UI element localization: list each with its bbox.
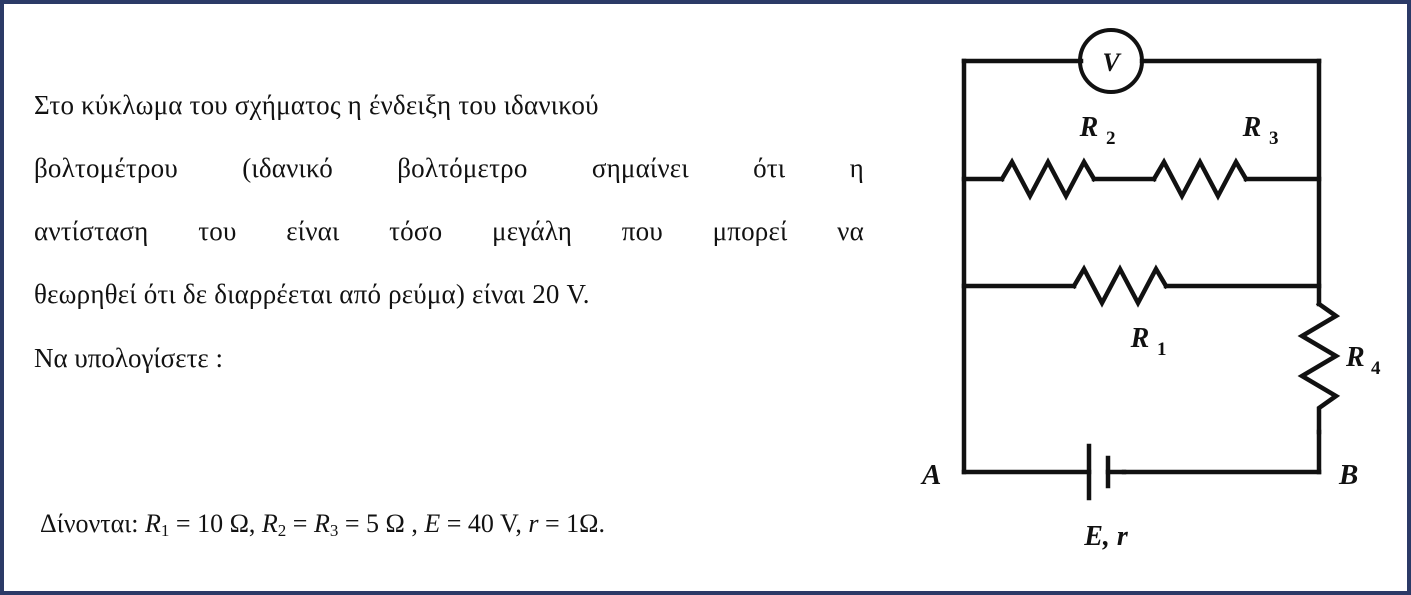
- statement-line-1: Στο κύκλωμα του σχήματος η ένδειξη του ιδανικού: [34, 90, 599, 120]
- given-value-r3: = 5 Ω ,: [338, 509, 425, 538]
- label-r1-sub: 1: [1157, 339, 1167, 360]
- statement-line-2-word-2: (ιδανικό: [242, 153, 333, 183]
- statement-line-3-word-5: μεγάλη: [492, 216, 573, 246]
- given-prefix: Δίνονται:: [40, 509, 146, 538]
- given-sub-r1: 1: [160, 521, 170, 540]
- statement-line-2-word-5: ότι: [753, 153, 786, 183]
- resistor-r2: [1002, 162, 1094, 196]
- circuit-diagram: [884, 14, 1399, 584]
- given-value-r: = 1Ω.: [538, 509, 605, 538]
- voltmeter-label: V: [1102, 48, 1120, 77]
- given-value-r1: = 10 Ω,: [169, 509, 262, 538]
- statement-line-3-word-1: αντίσταση: [34, 216, 149, 246]
- label-source: E, r: [1084, 521, 1128, 552]
- statement-line-2-word-1: βολτομέτρου: [34, 153, 178, 183]
- given-values-line: [40, 509, 605, 541]
- calculate-label: Να υπολογίσετε :: [34, 343, 224, 373]
- label-r4: R: [1346, 342, 1365, 373]
- given-symbol-r2: R: [261, 509, 278, 538]
- given-symbol-e: E: [424, 509, 441, 538]
- given-sub-r3: 3: [329, 521, 339, 540]
- statement-line-2: [34, 137, 864, 200]
- problem-text-block: [34, 74, 864, 388]
- statement-line-3-word-8: να: [837, 216, 864, 246]
- label-r2-sub: 2: [1106, 128, 1116, 149]
- label-r4-sub: 4: [1371, 358, 1381, 379]
- statement-line-2-word-4: σημαίνει: [591, 153, 689, 183]
- statement-line-3-word-7: μπορεί: [712, 216, 788, 246]
- resistor-r3: [1154, 162, 1246, 196]
- problem-statement: [34, 74, 864, 326]
- statement-line-2-word-6: η: [849, 153, 864, 183]
- statement-line-3-word-3: είναι: [286, 216, 340, 246]
- label-node-a: A: [922, 459, 942, 491]
- given-symbol-r1: R: [145, 509, 161, 538]
- given-symbol-r3: R: [313, 509, 330, 538]
- statement-line-2-word-3: βολτόμετρο: [397, 153, 528, 183]
- statement-line-3: [34, 200, 864, 263]
- resistor-r4: [1302, 304, 1336, 432]
- statement-line-4: θεωρηθεί ότι δε διαρρέεται από ρεύμα) είναι 20 V.: [34, 279, 590, 309]
- label-r1: R: [1130, 323, 1150, 354]
- label-node-b: B: [1339, 459, 1359, 491]
- statement-line-3-word-6: που: [621, 216, 663, 246]
- statement-line-3-word-4: τόσο: [389, 216, 443, 246]
- given-symbol-r: r: [528, 509, 539, 538]
- label-r2: R: [1079, 112, 1099, 143]
- slide-content: [4, 4, 1407, 591]
- label-r3-sub: 3: [1269, 128, 1279, 149]
- label-r3: R: [1242, 112, 1262, 143]
- given-value-e: = 40 V,: [440, 509, 529, 538]
- given-value-r2: =: [286, 509, 314, 538]
- resistor-r1: [1074, 269, 1166, 303]
- given-sub-r2: 2: [277, 521, 287, 540]
- statement-line-3-word-2: του: [198, 216, 237, 246]
